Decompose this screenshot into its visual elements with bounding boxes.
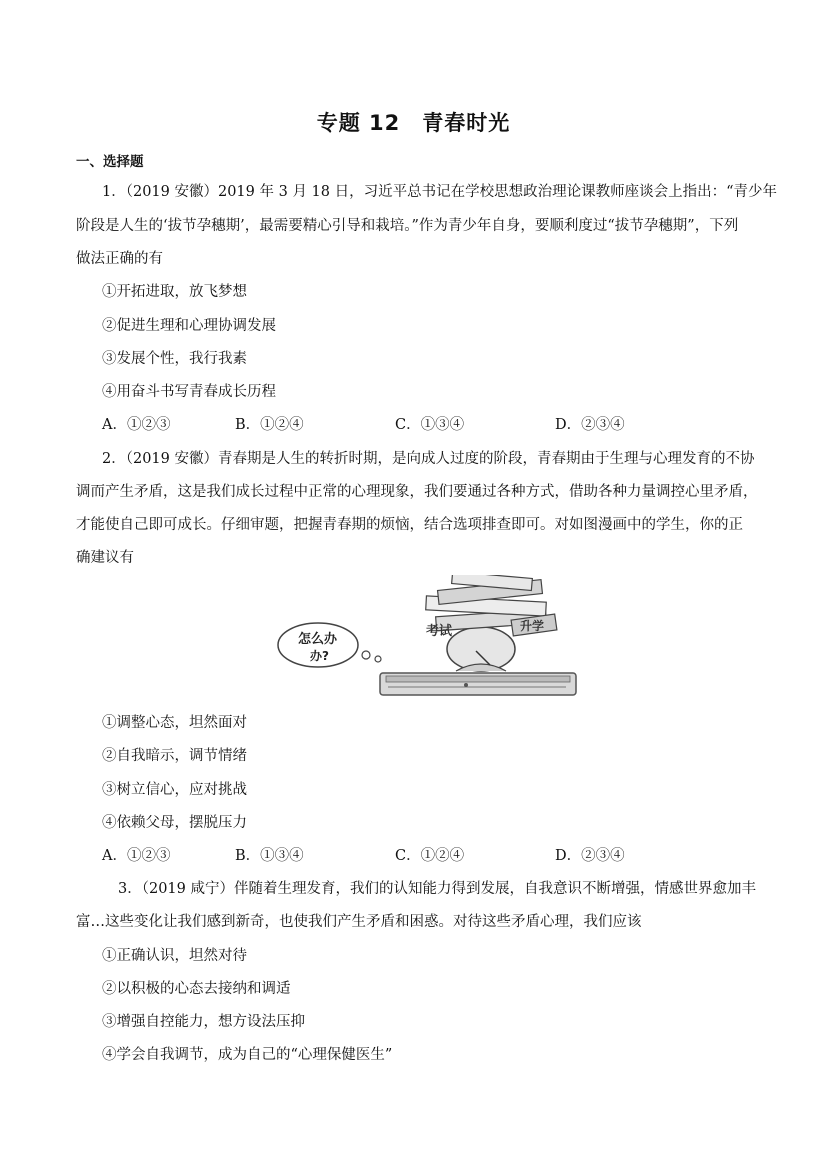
q2-item-4: ④依赖父母，摆脱压力: [102, 815, 247, 831]
q2-item-3: ③树立信心，应对挑战: [102, 782, 247, 798]
q2-option-c: C．①②④: [395, 848, 465, 864]
q3-stem-line-1: 3．（2019 咸宁）伴随着生理发育，我们的认知能力得到发展，自我意识不断增强，情感世界愈加丰: [118, 881, 756, 897]
cartoon-student-stress-image: [276, 575, 582, 701]
book-label-admission: 升学: [520, 619, 545, 633]
q3-item-2: ②以积极的心态去接纳和调适: [102, 981, 291, 997]
q2-item-1: ①调整心态，坦然面对: [102, 715, 247, 731]
q2-stem-line-2: 调而产生矛盾，这是我们成长过程中正常的心理现象，我们要通过各种方式，借助各种力量调控心里矛盾，: [76, 484, 758, 500]
q3-item-1: ①正确认识，坦然对待: [102, 948, 247, 964]
q2-option-d: D．②③④: [555, 848, 625, 864]
q1-stem-line-1: 1．（2019 安徽）2019 年 3 月 18 日，习近平总书记在学校思想政治理论课教师座谈会上指出：“青少年: [102, 184, 778, 200]
page-title: 专题 12 青春时光: [316, 111, 511, 135]
q3-item-3: ③增强自控能力，想方设法压抑: [102, 1014, 305, 1030]
q1-stem-line-2: 阶段是人生的‘拔节孕穗期’，最需要精心引导和栽培。”作为青少年自身，要顺利度过“拔节孕穗期”，下列: [76, 218, 739, 234]
q1-option-c: C．①③④: [395, 417, 465, 433]
q1-option-b: B．①②④: [235, 417, 304, 433]
q2-stem-line-1: 2．（2019 安徽）青春期是人生的转折时期，是向成人过度的阶段，青春期由于生理与心理发育的不协: [102, 451, 755, 467]
q1-stem-line-3: 做法正确的有: [76, 251, 163, 267]
q1-item-3: ③发展个性，我行我素: [102, 351, 247, 367]
section-heading: 一、选择题: [76, 154, 144, 170]
desk-books: [380, 673, 576, 695]
q1-option-a: A．①②③: [102, 417, 171, 433]
bubble-text-line-2: 办?: [310, 649, 329, 663]
q2-item-2: ②自我暗示，调节情绪: [102, 748, 247, 764]
q1-item-2: ②促进生理和心理协调发展: [102, 318, 276, 334]
bubble-text-line-1: 怎么办: [298, 632, 338, 647]
q1-option-d: D．②③④: [555, 417, 625, 433]
q3-item-4: ④学会自我调节，成为自己的“心理保健医生”: [102, 1047, 393, 1063]
q2-option-a: A．①②③: [102, 848, 171, 864]
q3-stem-line-2: 富…这些变化让我们感到新奇，也使我们产生矛盾和困惑。对待这些矛盾心理，我们应该: [76, 914, 642, 930]
q1-item-4: ④用奋斗书写青春成长历程: [102, 384, 276, 400]
q1-item-1: ①开拓进取，放飞梦想: [102, 284, 247, 300]
book-label-exam: 考试: [426, 624, 453, 639]
student-figure: [447, 627, 515, 671]
q2-stem-line-3: 才能使自己即可成长。仔细审题，把握青春期的烦恼，结合选项排查即可。对如图漫画中的学生，你的正: [76, 517, 743, 533]
q2-stem-line-4: 确建议有: [76, 550, 134, 566]
q2-option-b: B．①③④: [235, 848, 304, 864]
